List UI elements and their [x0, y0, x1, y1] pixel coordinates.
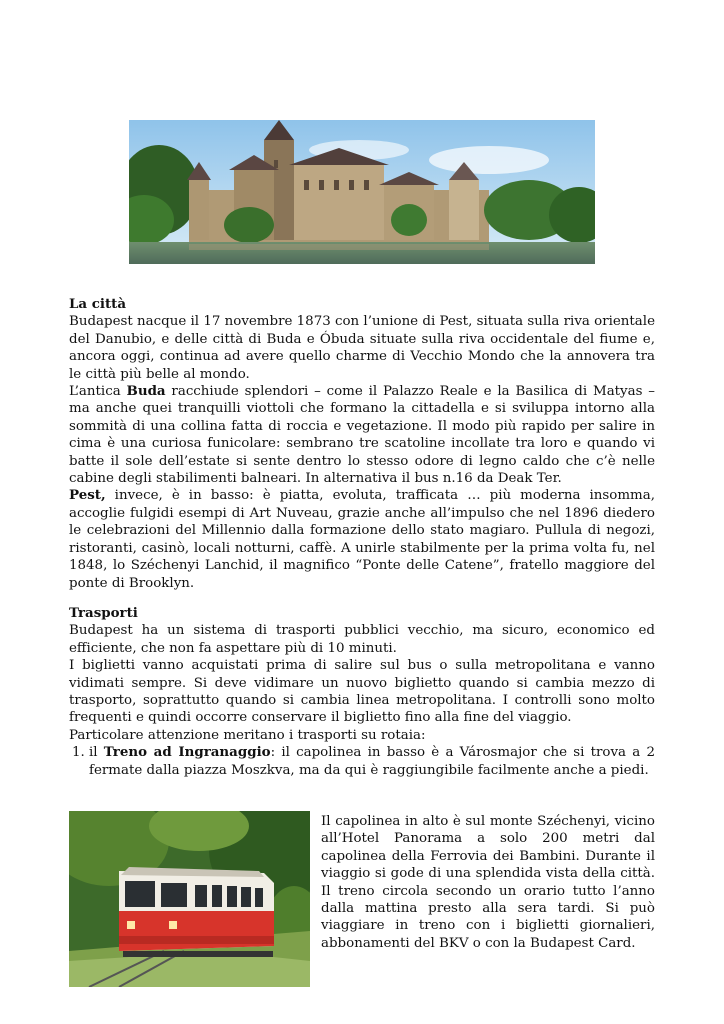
list-item-prefix: il [89, 745, 104, 761]
paragraph-transport-intro: Budapest ha un sistema di trasporti pubblici vecchio, ma sicuro, economico ed efficiente, che non fa aspettare più di 10 minuti. [69, 623, 655, 656]
pest-bold: Pest, [69, 487, 106, 504]
section-transport [69, 605, 655, 779]
paragraph-tickets: I biglietti vanno acquistati prima di salire sul bus o sulla metropolitana e vanno vidimati sempre. Si deve vidimare un nuovo biglietto quando si cambia mezzo di trasporto, soprattutto quando si cambia linea metropolitana. I controlli sono molto frequenti e quindi occorre conservare il biglietto fino alla fine del viaggio. [69, 658, 655, 726]
section-heading-city: La città [69, 296, 127, 312]
section-city [69, 296, 655, 592]
list-item-text: : il capolinea in basso è a Városmajor che si trova a 2 fermate dalla piazza Moszkva, ma da qui è raggiungibile facilmente anche a piedi. [89, 745, 655, 778]
paragraph-buda-text: racchiude splendori – come il Palazzo Reale e la Basilica di Matyas – ma anche quei tranquilli viottoli che formano la cittadella e si sviluppa intorno alla sommità di una collina fatta di roccia e vegetazione. Il modo più rapido per salire in cima è una curiosa funicolare: sembrano tre scatoline incollate tra loro e quando vi batte il sole dell’estate si sente dentro lo stesso odore di legno caldo che c’è nelle cabine degli stabilimenti balneari. In alternativa il bus n.16 da Deak Ter. [69, 384, 655, 487]
paragraph-rail-intro: Particolare attenzione meritano i trasporti su rotaia: [69, 727, 426, 743]
rail-list [69, 744, 655, 779]
castle-photo [129, 120, 595, 264]
paragraph-city-intro: Budapest nacque il 17 novembre 1873 con l’unione di Pest, situata sulla riva orientale del Danubio, e delle città di Buda e Óbuda situate sulla riva occidentale del fiume e, ancora oggi, continua ad avere quello charme di Vecchio Mondo che la annovera tra le città più belle al mondo. [69, 314, 655, 382]
cog-railway-bold: Treno ad Ingranaggio [103, 744, 271, 761]
list-item-cog-railway [89, 744, 655, 779]
paragraph-buda [69, 383, 655, 487]
paragraph-pest [69, 487, 655, 591]
section-heading-transport: Trasporti [69, 605, 138, 621]
paragraph-buda-prefix: L’antica [69, 384, 127, 400]
cog-railway-photo [69, 811, 310, 987]
paragraph-cog-railway: Il capolinea in alto è sul monte Széchenyi, vicino all’Hotel Panorama a solo 200 metri dal capolinea della Ferrovia dei Bambini. Durante il viaggio si gode di una splendida vista della città. Il treno circola secondo un orario tutto l’anno dalla mattina presto alla sera tardi. Si può viaggiare in treno con i biglietti giornalieri, abbonamenti del BKV o con la Budapest Card. [321, 814, 655, 951]
buda-bold: Buda [126, 383, 166, 400]
section-cog-railway-details [321, 813, 655, 952]
paragraph-pest-text: invece, è in basso: è piatta, evoluta, trafficata … più moderna insomma, accoglie fulgidi esempi di Art Nuveau, grazie anche all’impulso che nel 1896 diedero le celebrazioni del Millennio dalla formazione dello stato magiaro. Pullula di negozi, ristoranti, casinò, locali notturni, caffè. A unirle stabilmente per la prima volta fu, nel 1848, lo Széchenyi Lanchid, il magnifico “Ponte delle Catene”, fratello maggiore del ponte di Brooklyn. [69, 488, 655, 591]
